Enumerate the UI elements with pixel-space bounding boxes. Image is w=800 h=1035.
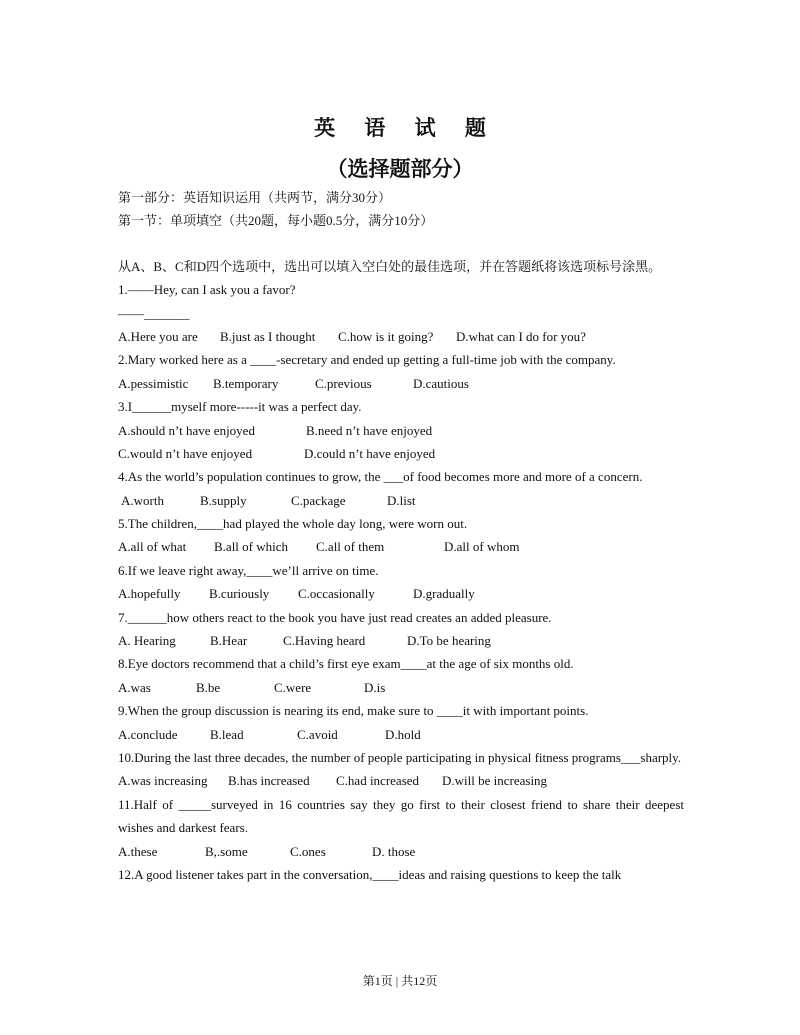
option-c[interactable]: C.occasionally bbox=[298, 586, 375, 602]
option-d[interactable]: D.list bbox=[387, 492, 416, 508]
option-c[interactable]: C.package bbox=[291, 492, 346, 508]
option-a[interactable]: A.conclude bbox=[118, 726, 178, 742]
option-c[interactable]: C.previous bbox=[315, 375, 372, 391]
option-a[interactable]: A.these bbox=[118, 843, 158, 859]
question-6-stem: 6.If we leave right away,____we’ll arrive on time. bbox=[118, 562, 379, 578]
option-d[interactable]: D.is bbox=[364, 679, 386, 695]
option-a[interactable]: A.was bbox=[118, 679, 151, 695]
page-subtitle: （选择题部分） bbox=[326, 157, 474, 181]
option-b[interactable]: B.lead bbox=[210, 726, 244, 742]
option-a[interactable]: A.hopefully bbox=[118, 586, 181, 602]
question-10-options bbox=[118, 769, 684, 792]
option-c[interactable]: C.Having heard bbox=[283, 633, 366, 649]
option-c[interactable]: C.would n’t have enjoyed bbox=[118, 445, 253, 461]
question-3-stem: 3.I______myself more-----it was a perfect day. bbox=[118, 399, 362, 415]
question-8-stem: 8.Eye doctors recommend that a child’s first eye exam____at the age of six months old. bbox=[118, 656, 574, 672]
option-b[interactable]: B.has increased bbox=[228, 773, 310, 789]
question-5-stem: 5.The children,____had played the whole day long, were worn out. bbox=[118, 516, 468, 532]
option-d[interactable]: D.cautious bbox=[413, 375, 469, 391]
option-a[interactable]: A.pessimistic bbox=[118, 375, 189, 391]
section-heading: 第一节：单项填空（共20题，每小题0.5分，满分10分） bbox=[118, 213, 434, 229]
question-5-options bbox=[118, 535, 684, 558]
option-b[interactable]: B.all of which bbox=[214, 539, 289, 555]
option-c[interactable]: C.ones bbox=[290, 843, 326, 859]
question-7-stem: 7.______how others react to the book you have just read creates an added pleasure. bbox=[118, 609, 552, 625]
question-9-options bbox=[118, 723, 684, 746]
question-3-options-row2 bbox=[118, 442, 684, 465]
option-b[interactable]: B.be bbox=[196, 679, 221, 695]
question-1-stem: 1.——Hey, can I ask you a favor? bbox=[118, 282, 296, 298]
option-d[interactable]: D.hold bbox=[385, 726, 421, 742]
question-3-options-row1 bbox=[118, 419, 684, 442]
option-a[interactable]: A.was increasing bbox=[118, 773, 208, 789]
page-footer: 第1页 | 共12页 bbox=[362, 974, 438, 988]
question-1-reply: ——_______ bbox=[118, 305, 190, 321]
option-d[interactable]: D.will be increasing bbox=[442, 773, 548, 789]
question-7-options bbox=[118, 629, 684, 652]
page-title: 英 语 试 题 bbox=[314, 116, 498, 140]
instruction: 从A、B、C和D四个选项中，选出可以填入空白处的最佳选项，并在答题纸将该选项标号涂黑。 bbox=[118, 258, 662, 274]
question-11-stem: 11.Half of _____surveyed in 16 countries say they go first to their closest friend to share their deepest wishes and darkest fears. bbox=[118, 796, 684, 836]
question-1-options bbox=[118, 325, 684, 348]
option-c[interactable]: C.were bbox=[274, 679, 312, 695]
option-c[interactable]: C.had increased bbox=[336, 773, 420, 789]
question-12-stem: 12.A good listener takes part in the conversation,____ideas and raising questions to keep the talk bbox=[118, 867, 622, 882]
option-a[interactable]: A.should n’t have enjoyed bbox=[118, 422, 255, 438]
option-a[interactable]: A. Hearing bbox=[118, 633, 176, 649]
question-10-stem: 10.During the last three decades, the number of people participating in physical fitness programs___sharply. bbox=[118, 750, 682, 765]
option-d[interactable]: D.To be hearing bbox=[407, 633, 491, 649]
option-a[interactable]: A.all of what bbox=[118, 539, 187, 555]
option-b[interactable]: B.just as I thought bbox=[220, 328, 316, 344]
option-d[interactable]: D.what can I do for you? bbox=[456, 328, 586, 344]
option-d[interactable]: D. those bbox=[372, 843, 416, 859]
exam-content bbox=[118, 186, 684, 886]
option-b[interactable]: B,.some bbox=[205, 843, 248, 859]
question-2-options bbox=[118, 372, 684, 395]
option-b[interactable]: B.temporary bbox=[213, 375, 279, 391]
part-heading: 第一部分：英语知识运用（共两节，满分30分） bbox=[118, 190, 392, 205]
option-d[interactable]: D.gradually bbox=[413, 586, 475, 602]
option-b[interactable]: B.curiously bbox=[209, 586, 270, 602]
option-b[interactable]: B.Hear bbox=[210, 633, 248, 649]
option-c[interactable]: C.how is it going? bbox=[338, 328, 434, 344]
question-4-stem: 4.As the world’s population continues to grow, the ___of food becomes more and more of a concern. bbox=[118, 469, 643, 485]
option-b[interactable]: B.need n’t have enjoyed bbox=[306, 422, 433, 438]
option-d[interactable]: D.could n’t have enjoyed bbox=[304, 445, 436, 461]
question-11-options bbox=[118, 840, 684, 863]
question-2-stem: 2.Mary worked here as a ____-secretary and ended up getting a full-time job with the company. bbox=[118, 352, 616, 368]
option-d[interactable]: D.all of whom bbox=[444, 539, 520, 555]
option-b[interactable]: B.supply bbox=[200, 492, 247, 508]
option-a[interactable]: A.Here you are bbox=[118, 328, 198, 344]
option-c[interactable]: C.avoid bbox=[297, 726, 338, 742]
question-6-options bbox=[118, 582, 684, 605]
question-9-stem: 9.When the group discussion is nearing its end, make sure to ____it with important points. bbox=[118, 703, 589, 719]
option-c[interactable]: C.all of them bbox=[316, 539, 385, 555]
option-a[interactable]: A.worth bbox=[121, 492, 164, 508]
question-4-options bbox=[118, 489, 684, 512]
question-8-options bbox=[118, 676, 684, 699]
